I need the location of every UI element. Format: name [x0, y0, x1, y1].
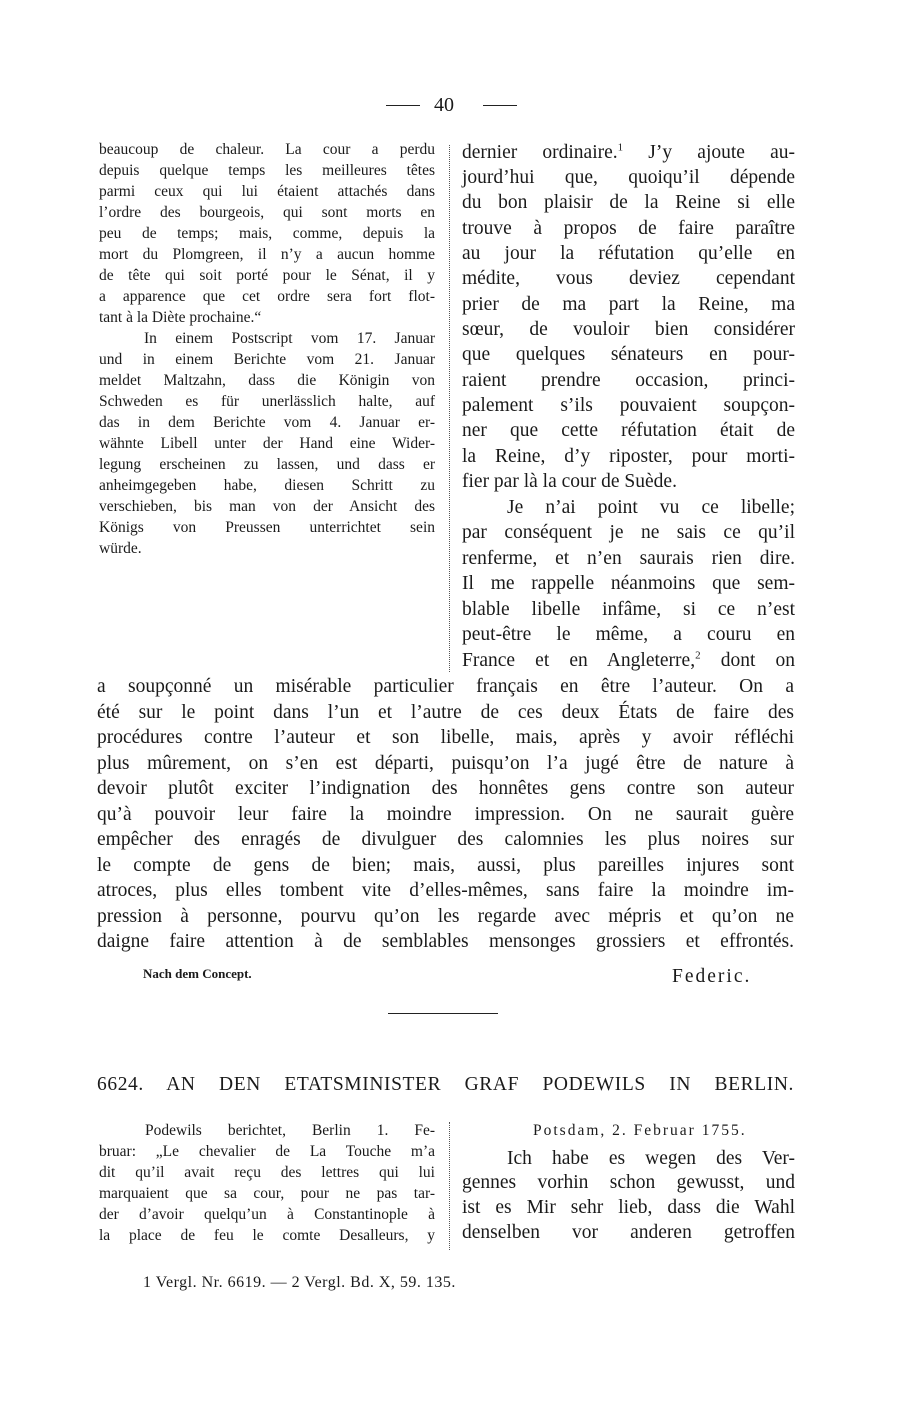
right-line: par conséquent je ne sais ce qu’il	[462, 522, 795, 543]
right-line: ner que cette réfutation était de	[462, 420, 795, 441]
left-line: a apparence que cet ordre sera fort flot-	[99, 288, 435, 305]
right-line: du bon plaisir de la Reine si elle	[462, 192, 795, 213]
left-line: l’ordre des bourgeois, qui sont morts en	[99, 204, 435, 221]
footnotes: 1 Vergl. Nr. 6619. — 2 Vergl. Bd. X, 59. 135.	[143, 1274, 456, 1291]
body-line: daigne faire attention à de semblables mensonges grossiers et effrontés.	[97, 931, 794, 952]
body-line: devoir plutôt exciter l’indignation des honnêtes gens contre son auteur	[97, 778, 794, 799]
left-line: würde.	[99, 540, 142, 557]
column-separator	[449, 145, 450, 672]
letter-left-line: bruar: „Le chevalier de La Touche m’a	[99, 1143, 435, 1160]
left-line: peu de temps; mais, comme, depuis la	[99, 225, 435, 242]
letter-right-line: gennes vorhin schon gewusst, und	[462, 1172, 795, 1193]
right-line: blable libelle infâme, si ce n’est	[462, 599, 795, 620]
right-line-rest: J’y ajoute au-	[648, 142, 795, 163]
body-line: empêcher des enragés de divulguer des calomnies les plus noires sur	[97, 829, 794, 850]
letter-left-line: Podewils berichtet, Berlin 1. Fe-	[145, 1122, 435, 1139]
letter-left-line: marquaient que sa cour, pour ne pas tar-	[99, 1185, 435, 1202]
right-line: peut-être le même, a couru en	[462, 624, 795, 645]
right-line: au jour la réfutation qu’elle en	[462, 243, 795, 264]
left-line: und in einem Berichte vom 21. Januar	[99, 351, 435, 368]
letter-right-line: denselben vor anderen getroffen	[462, 1222, 795, 1243]
body-line: été sur le point dans l’un et l’autre de ces deux États de faire des	[97, 702, 794, 723]
left-line: de tête qui soit porté pour le Sénat, il y	[99, 267, 435, 284]
body-line: procédures contre l’auteur et son libelle, mais, après y avoir réfléchi	[97, 727, 794, 748]
column-separator	[449, 1122, 450, 1250]
letter-right-line: Ich habe es wegen des Ver-	[507, 1148, 795, 1169]
letter-heading: 6624. AN DEN ETATSMINISTER GRAF PODEWILS IN BERLIN.	[97, 1074, 794, 1095]
right-line: prier de ma part la Reine, ma	[462, 294, 795, 315]
body-line: pression à personne, pourvu qu’on les regarde avec mépris et qu’on ne	[97, 906, 794, 927]
section-divider	[388, 1013, 498, 1014]
source-note: Nach dem Concept.	[143, 966, 252, 981]
right-line: jourd’hui que, quoiqu’il dépende	[462, 167, 795, 188]
right-line	[462, 650, 795, 672]
left-line: mort du Plomgreen, il n’y a aucun homme	[99, 246, 435, 263]
left-line: Königs von Preussen unterrichtet sein	[99, 519, 435, 536]
footnote-mark: 1	[617, 141, 624, 154]
left-line: depuis quelque temps les meilleures têtes	[99, 162, 435, 179]
header-rule-right	[483, 105, 517, 106]
right-line-start: France et en Angleterre,	[462, 650, 696, 671]
left-line: verschieben, bis man von der Ansicht des	[99, 498, 435, 515]
right-line: trouve à propos de faire paraître	[462, 218, 795, 239]
left-line: anheimgegeben habe, diesen Schritt zu	[99, 477, 435, 494]
header-rule-left	[386, 105, 420, 106]
letter-left-line: dit qu’il avait reçu des lettres qui lui	[99, 1164, 435, 1181]
left-line: meldet Maltzahn, dass die Königin von	[99, 372, 435, 389]
letter-right-line: ist es Mir sehr lieb, dass die Wahl	[462, 1197, 795, 1218]
letter-place-date: Potsdam, 2. Februar 1755.	[533, 1122, 747, 1139]
right-line: médite, vous deviez cependant	[462, 268, 795, 289]
right-line: que quelques sénateurs en pour-	[462, 344, 795, 365]
left-line: wähnte Libell unter der Hand eine Wider-	[99, 435, 435, 452]
left-line: legung erscheinen zu lassen, und dass er	[99, 456, 435, 473]
right-line: sœur, de vouloir bien considérer	[462, 319, 795, 340]
left-line: tant à la Diète prochaine.“	[99, 309, 262, 326]
right-line: la Reine, d’y riposter, pour morti-	[462, 446, 795, 467]
body-line: atroces, plus elles tombent vite d’elles-mêmes, sans faire la moindre im-	[97, 880, 794, 901]
body-line: plus mûrement, on s’en est départi, puisqu’on l’a jugé être de nature à	[97, 753, 794, 774]
right-line: Il me rappelle néanmoins que sem-	[462, 573, 795, 594]
footnote-mark: 2	[695, 649, 701, 662]
letter-left-line: der d’avoir quelqu’un à Constantinople à	[99, 1206, 435, 1223]
body-line: a soupçonné un misérable particulier français en être l’auteur. On a	[97, 676, 794, 697]
right-line: palement s’ils pouvaient soupçon-	[462, 395, 795, 416]
left-line: parmi ceux qui lui étaient attachés dans	[99, 183, 435, 200]
left-line: Schweden es für unerlässlich halte, auf	[99, 393, 435, 410]
body-line: qu’à pouvoir leur faire la moindre impression. On ne saurait guère	[97, 804, 794, 825]
right-line: renferme, et n’en saurais rien dire.	[462, 548, 795, 569]
right-line: fier par là la cour de Suède.	[462, 471, 677, 492]
left-line: In einem Postscript vom 17. Januar	[144, 330, 435, 347]
body-line: le compte de gens de bien; mais, aussi, plus pareilles injures sont	[97, 855, 794, 876]
right-line: Je n’ai point vu ce libelle;	[507, 497, 795, 518]
signature: Federic.	[672, 966, 752, 987]
right-line-start: dernier ordinaire.	[462, 142, 618, 163]
left-line: beaucoup de chaleur. La cour a perdu	[99, 141, 435, 158]
right-line	[462, 142, 795, 164]
right-line-rest: dont on	[720, 650, 795, 671]
left-line: das in dem Berichte vom 4. Januar er-	[99, 414, 435, 431]
right-line: raient prendre occasion, princi-	[462, 370, 795, 391]
page-number: 40	[434, 94, 454, 116]
letter-left-line: la place de feu le comte Desalleurs, y	[99, 1227, 435, 1244]
